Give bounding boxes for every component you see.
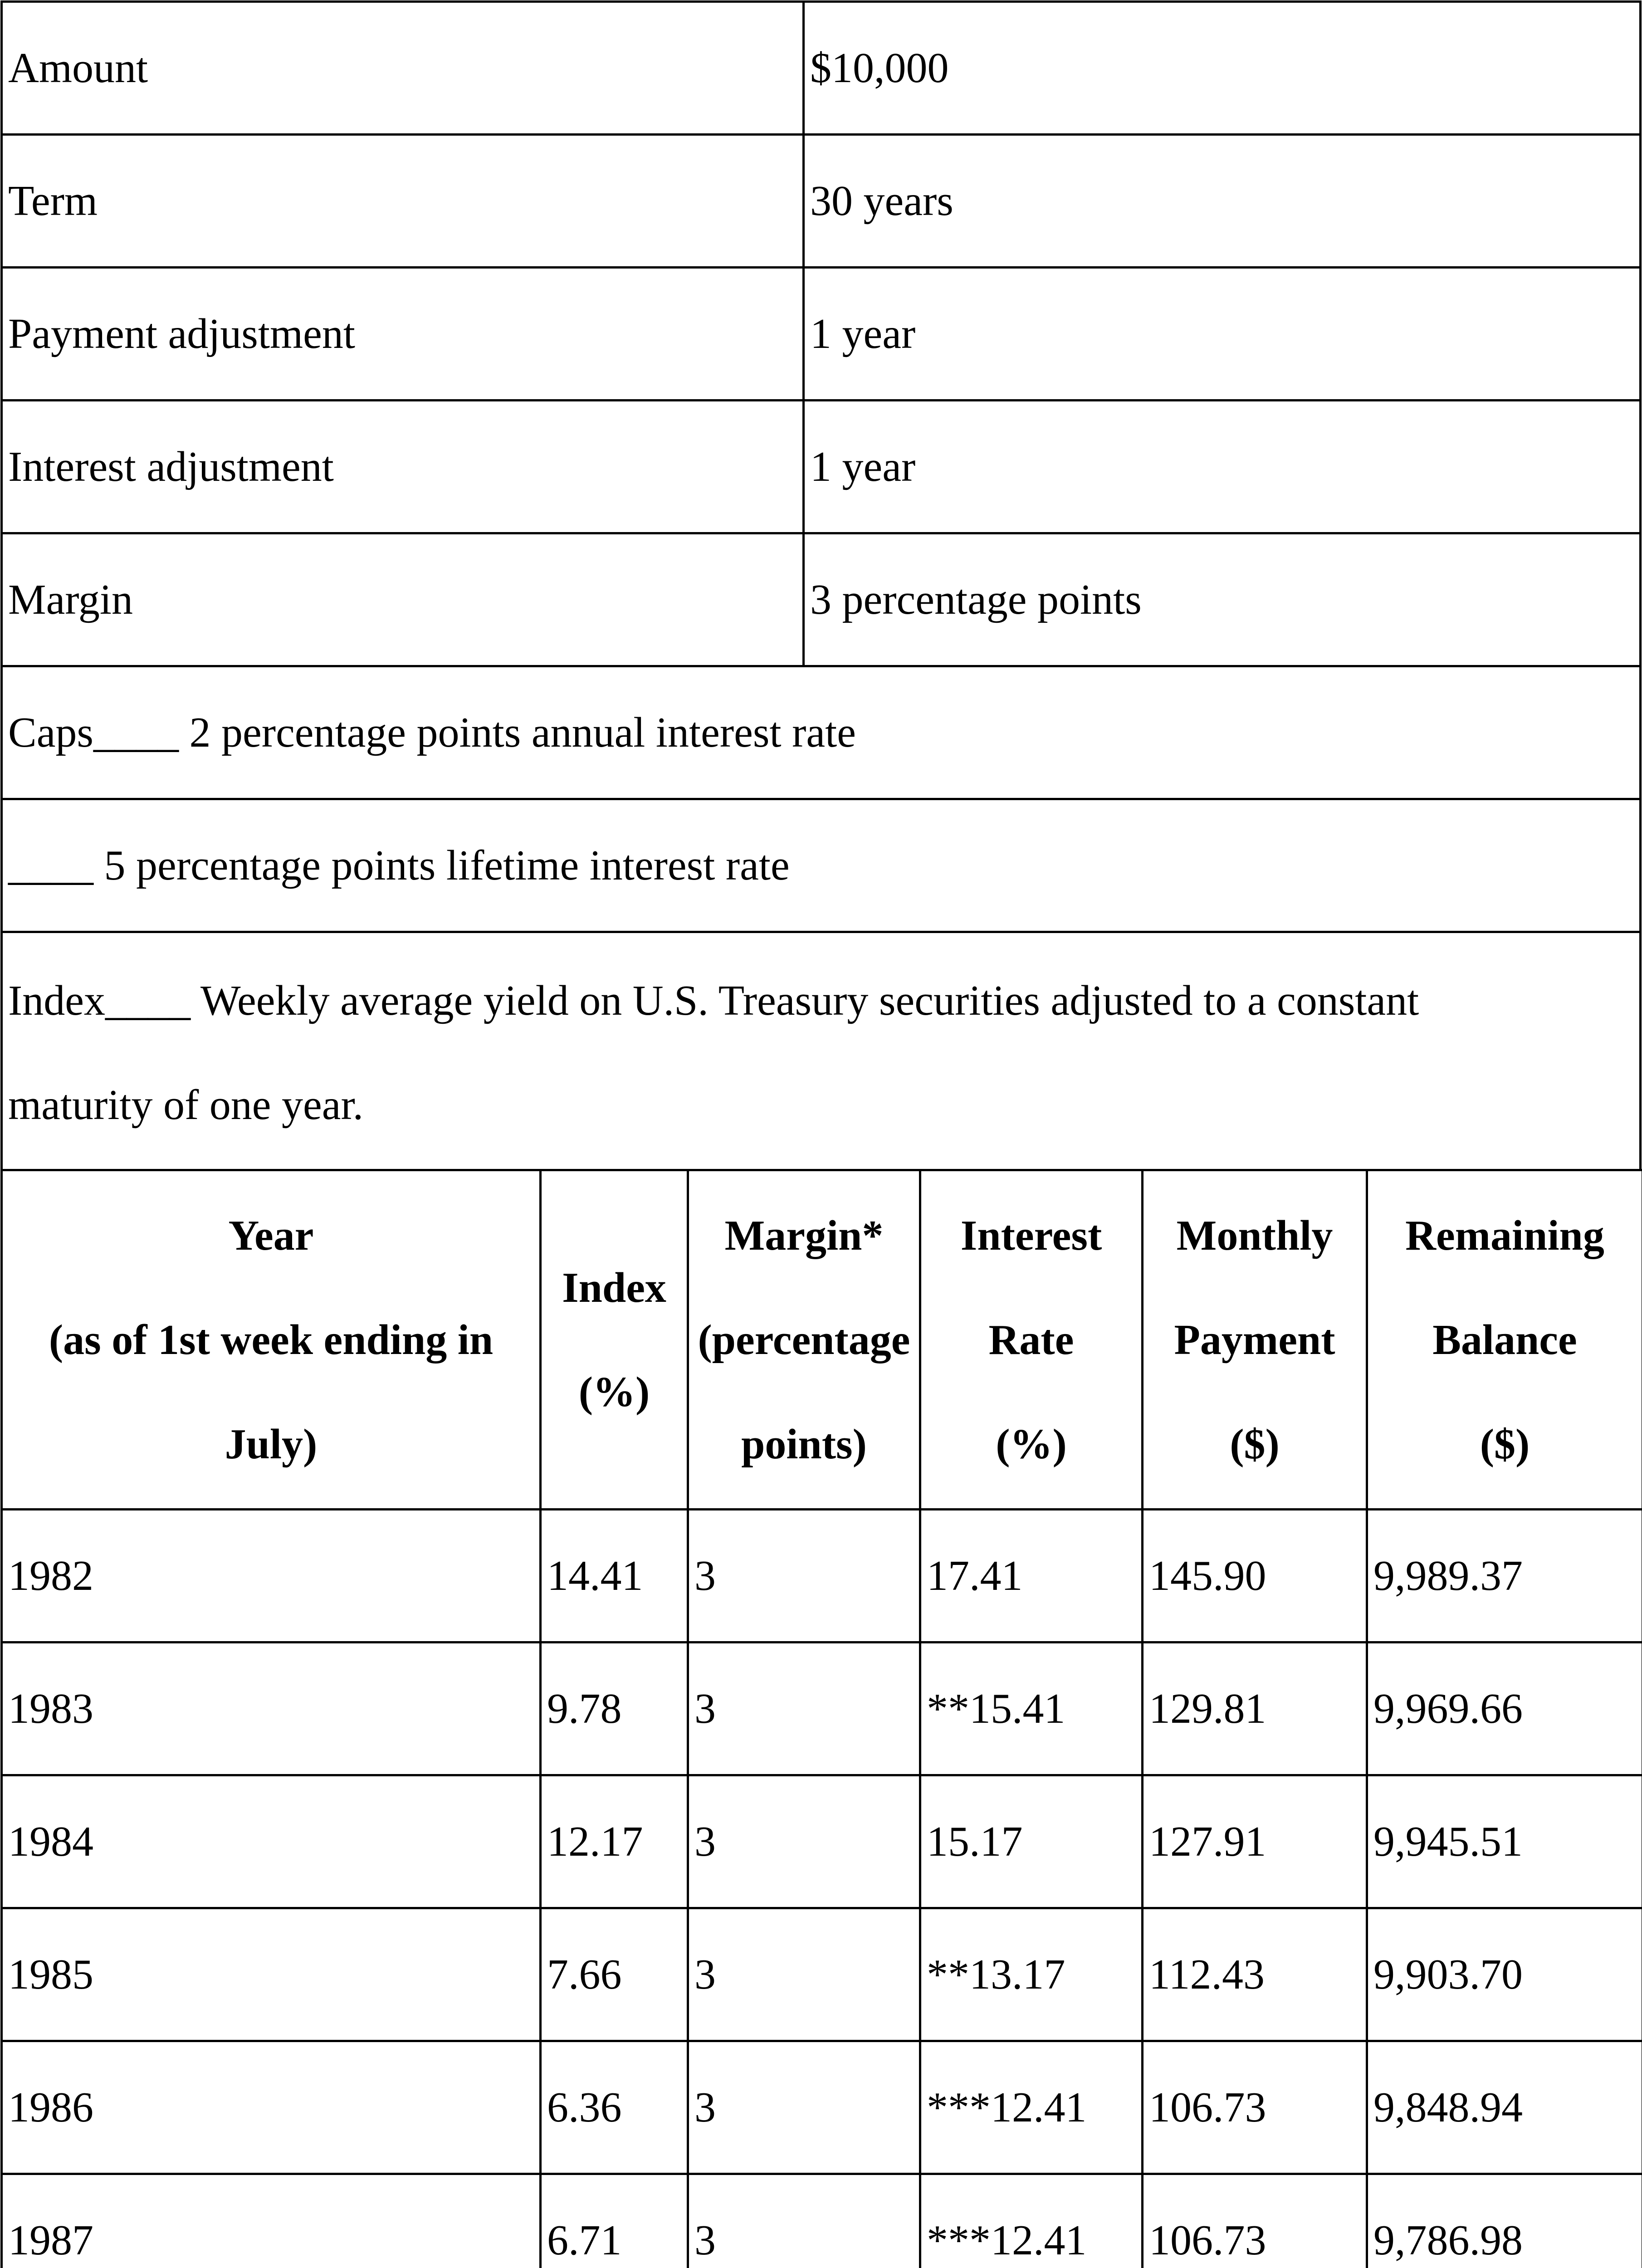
cell-remaining-balance: 9,848.94 bbox=[1367, 2041, 1642, 2174]
header-index-line-2: (%) bbox=[578, 1368, 650, 1416]
index-note-cell bbox=[2, 932, 1641, 1170]
header-balance-line-3: ($) bbox=[1480, 1420, 1530, 1468]
table-row bbox=[2, 2041, 1642, 2174]
header-balance-line-2: Balance bbox=[1432, 1316, 1577, 1364]
header-interest-rate bbox=[920, 1170, 1143, 1510]
header-margin-line-3: points) bbox=[741, 1420, 867, 1468]
cell-margin: 3 bbox=[688, 1642, 920, 1775]
table-row bbox=[2, 1642, 1642, 1775]
cell-index: 7.66 bbox=[541, 1908, 688, 2041]
header-payment-line-2: Payment bbox=[1174, 1316, 1335, 1364]
index-note-line-2: maturity of one year. bbox=[8, 1081, 364, 1129]
cell-remaining-balance: 9,989.37 bbox=[1367, 1510, 1642, 1642]
cell-interest-rate: ***12.41 bbox=[920, 2041, 1143, 2174]
cell-index: 12.17 bbox=[541, 1775, 688, 1908]
header-index-line-1: Index bbox=[562, 1264, 666, 1311]
cell-monthly-payment: 127.91 bbox=[1143, 1775, 1367, 1908]
amount-label: Amount bbox=[2, 2, 804, 135]
cell-remaining-balance: 9,786.98 bbox=[1367, 2174, 1642, 2268]
cell-index: 9.78 bbox=[541, 1642, 688, 1775]
cell-index: 6.36 bbox=[541, 2041, 688, 2174]
cell-monthly-payment: 106.73 bbox=[1143, 2174, 1367, 2268]
cell-remaining-balance: 9,945.51 bbox=[1367, 1775, 1642, 1908]
index-note-line-1: Index____ Weekly average yield on U.S. Treasury securities adjusted to a constant bbox=[8, 977, 1419, 1024]
terms-row-amount bbox=[2, 2, 1641, 135]
rate-history-table bbox=[0, 1169, 1642, 2268]
cell-interest-rate: 17.41 bbox=[920, 1510, 1143, 1642]
cell-monthly-payment: 145.90 bbox=[1143, 1510, 1367, 1642]
cell-year: 1987 bbox=[2, 2174, 541, 2268]
header-margin bbox=[688, 1170, 920, 1510]
header-margin-line-1: Margin* bbox=[724, 1212, 884, 1259]
cell-margin: 3 bbox=[688, 2174, 920, 2268]
cell-monthly-payment: 106.73 bbox=[1143, 2041, 1367, 2174]
payment-adjustment-label: Payment adjustment bbox=[2, 268, 804, 401]
cell-margin: 3 bbox=[688, 1908, 920, 2041]
header-remaining-balance bbox=[1367, 1170, 1642, 1510]
index-note-row bbox=[2, 932, 1641, 1170]
cell-index: 6.71 bbox=[541, 2174, 688, 2268]
interest-adjustment-value: 1 year bbox=[804, 401, 1641, 533]
cell-remaining-balance: 9,903.70 bbox=[1367, 1908, 1642, 2041]
cell-year: 1985 bbox=[2, 1908, 541, 2041]
terms-row-term bbox=[2, 135, 1641, 268]
cell-index: 14.41 bbox=[541, 1510, 688, 1642]
header-balance-line-1: Remaining bbox=[1405, 1212, 1604, 1259]
table-row bbox=[2, 1510, 1642, 1642]
table-row bbox=[2, 1775, 1642, 1908]
header-payment-line-1: Monthly bbox=[1176, 1212, 1333, 1259]
header-rate-line-2: Rate bbox=[988, 1316, 1074, 1364]
term-value: 30 years bbox=[804, 135, 1641, 268]
interest-adjustment-label: Interest adjustment bbox=[2, 401, 804, 533]
header-rate-line-1: Interest bbox=[960, 1212, 1102, 1259]
caps-lifetime-text: ____ 5 percentage points lifetime interest rate bbox=[2, 799, 1641, 932]
rate-history-header-row bbox=[2, 1170, 1642, 1510]
header-year bbox=[2, 1170, 541, 1510]
term-label: Term bbox=[2, 135, 804, 268]
header-year-line-1: Year bbox=[228, 1212, 314, 1259]
cell-monthly-payment: 129.81 bbox=[1143, 1642, 1367, 1775]
table-row bbox=[2, 1908, 1642, 2041]
margin-value: 3 percentage points bbox=[804, 533, 1641, 666]
header-margin-line-2: (percentage bbox=[698, 1316, 910, 1364]
cell-remaining-balance: 9,969.66 bbox=[1367, 1642, 1642, 1775]
cell-margin: 3 bbox=[688, 2041, 920, 2174]
cell-interest-rate: **15.41 bbox=[920, 1642, 1143, 1775]
cell-monthly-payment: 112.43 bbox=[1143, 1908, 1367, 2041]
caps-annual-text: Caps____ 2 percentage points annual interest rate bbox=[2, 666, 1641, 799]
margin-label: Margin bbox=[2, 533, 804, 666]
cell-year: 1984 bbox=[2, 1775, 541, 1908]
cell-year: 1982 bbox=[2, 1510, 541, 1642]
payment-adjustment-value: 1 year bbox=[804, 268, 1641, 401]
terms-row-interest-adjustment bbox=[2, 401, 1641, 533]
caps-annual-row bbox=[2, 666, 1641, 799]
header-rate-line-3: (%) bbox=[996, 1420, 1067, 1468]
cell-interest-rate: ***12.41 bbox=[920, 2174, 1143, 2268]
cell-year: 1986 bbox=[2, 2041, 541, 2174]
cell-margin: 3 bbox=[688, 1510, 920, 1642]
caps-lifetime-row bbox=[2, 799, 1641, 932]
terms-row-margin bbox=[2, 533, 1641, 666]
cell-margin: 3 bbox=[688, 1775, 920, 1908]
header-index bbox=[541, 1170, 688, 1510]
amount-value: $10,000 bbox=[804, 2, 1641, 135]
cell-interest-rate: 15.17 bbox=[920, 1775, 1143, 1908]
cell-interest-rate: **13.17 bbox=[920, 1908, 1143, 2041]
terms-row-payment-adjustment bbox=[2, 268, 1641, 401]
header-monthly-payment bbox=[1143, 1170, 1367, 1510]
table-row bbox=[2, 2174, 1642, 2268]
header-payment-line-3: ($) bbox=[1230, 1420, 1280, 1468]
cell-year: 1983 bbox=[2, 1642, 541, 1775]
header-year-line-3: July) bbox=[225, 1420, 318, 1468]
header-year-line-2: (as of 1st week ending in bbox=[49, 1316, 494, 1364]
